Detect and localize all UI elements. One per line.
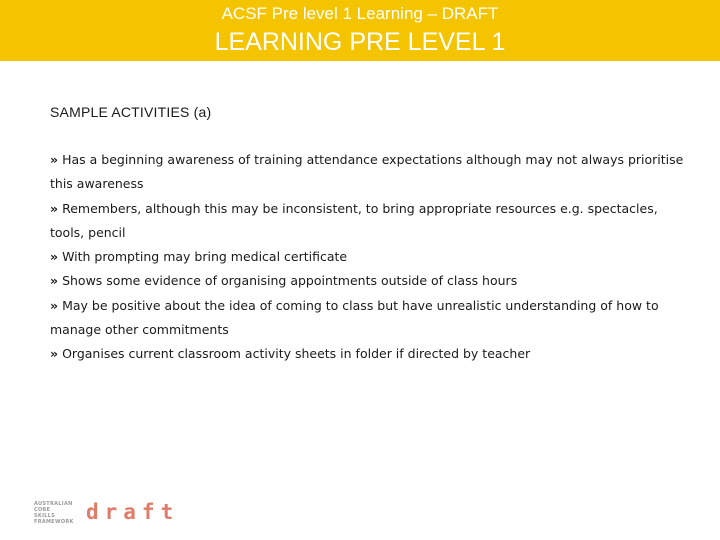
bullet-marker: » (50, 346, 59, 362)
bullet-marker: » (50, 297, 59, 313)
bullet-marker: » (50, 249, 59, 265)
acsf-logo-text: AUSTRALIAN CORE SKILLS FRAMEWORK (34, 501, 74, 525)
bullet-marker: » (50, 152, 59, 167)
list-item-text: Has a beginning awareness of training attendance expectations although may not always prioritise this awareness (50, 152, 684, 192)
list-item (50, 148, 690, 197)
list-item-text: With prompting may bring medical certificate (62, 249, 348, 265)
list-item-text: Remembers, although this may be inconsistent, to bring appropriate resources e.g. spectacles, tools, pencil (50, 200, 658, 240)
section-heading: SAMPLE ACTIVITIES (a) (50, 104, 212, 120)
title-banner (0, 0, 720, 61)
list-item (50, 245, 690, 269)
list-item (50, 269, 690, 293)
banner-subtitle: ACSF Pre level 1 Learning – DRAFT (221, 4, 499, 23)
banner-title: LEARNING PRE LEVEL 1 (214, 28, 506, 56)
list-item (50, 342, 690, 366)
draft-logo (34, 500, 194, 534)
activity-list (50, 148, 690, 367)
list-item (50, 294, 690, 343)
list-item (50, 197, 690, 246)
list-item-text: May be positive about the idea of coming to class but have unrealistic understanding of how to manage other commitments (50, 297, 659, 338)
bullet-marker: » (50, 273, 59, 289)
bullet-marker: » (50, 200, 59, 216)
list-item-text: Organises current classroom activity sheets in folder if directed by teacher (62, 346, 531, 362)
draft-watermark: draft (86, 500, 180, 524)
list-item-text: Shows some evidence of organising appointments outside of class hours (62, 273, 518, 289)
